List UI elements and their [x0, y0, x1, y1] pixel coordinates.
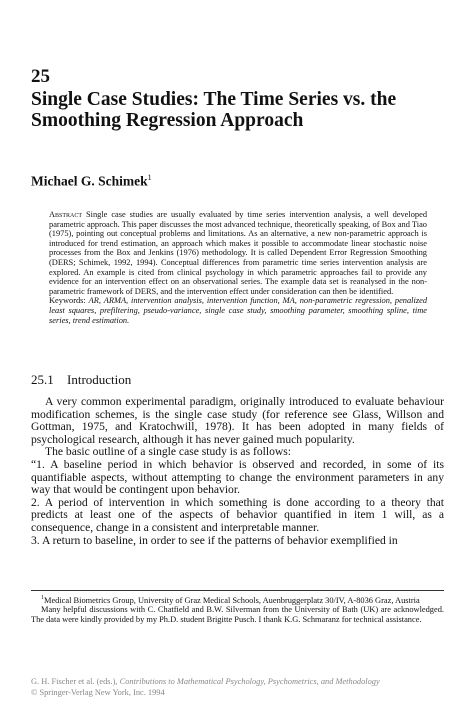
section-number: 25.1 — [31, 372, 54, 387]
paragraph-5: 3. A return to baseline, in order to see if the patterns of behavior exemplified in — [31, 533, 398, 547]
keywords-text: AR, ARMA, intervention analysis, intervention function, MA, non-parametric regression, penalized least squares, prefiltering, pseudo-variance, single case study, smoothing parameter, smoothing spline, time series, trend estimation. — [49, 296, 428, 325]
section-title: Introduction — [67, 372, 132, 387]
abstract — [49, 210, 427, 325]
paragraph-1: A very common experimental paradigm, originally introduced to evaluate behaviour modification schemes, is the single case study (for reference see Glass, Willson and Gottman, 1975, and Kratochwill, 1978). It has been adopted in many fields of psychological research, although it has never gained much popularity. — [31, 395, 444, 446]
credit-book-title: Contributions to Mathematical Psychology, Psychometrics, and Methodology — [119, 677, 380, 686]
paragraph-2: The basic outline of a single case study is as follows: — [45, 445, 291, 459]
credit-copyright: © Springer-Verlag New York, Inc. 1994 — [31, 688, 165, 697]
author-footnote-mark: 1 — [147, 173, 152, 182]
footnotes — [31, 590, 444, 625]
body-text — [31, 396, 444, 547]
abstract-text: Single case studies are usually evaluated by time series intervention analysis, a well developed parametric approach. This paper discusses the most advanced technique, theoretically speaking, of Box and Tiao (1975), pointing out conceptual problems and limitations. As an alternative, a new non-parametric approach is introduced for trend estimation, an approach which makes it possible to accommodate linear stochastic noise processes from the Box and Jenkins (1976) methodology. It is called Dependent Error Regression Smoothing (DERS; Schimek, 1992, 1994). Conceptual differences from parametric time series intervention analysis are explored. An example is cited from clinical psychology in which parametric approaches fail to provide any evidence for an intervention effect on an observational series. The example data set is reanalysed in the non-parametric framework of DERS, and the intervention effect under consideration can then be identified. — [49, 210, 428, 296]
credit-editors: G. H. Fischer et al. (eds.), — [31, 677, 120, 686]
footnote-affiliation — [31, 594, 444, 605]
section-heading — [31, 372, 131, 388]
footnote-affiliation-text: Medical Biometrics Group, University of Graz Medical Schools, Auenbruggerplatz 30/IV, A-8036 Graz, Austria — [44, 595, 420, 605]
footnote-mark: 1 — [41, 595, 44, 601]
keywords-label: Keywords: — [49, 296, 86, 306]
paragraph-3: “1. A baseline period in which behavior is observed and recorded, in some of its quantifiable aspects, without attempting to change the environment parameters in any way that would be contingent upon behavior. — [31, 457, 444, 497]
chapter-number: 25 — [31, 66, 50, 87]
author-line — [31, 173, 152, 190]
paragraph-4: 2. A period of intervention in which something is done according to a theory that predicts at least one of the aspects of behavior quantified in item 1 will, as a consequence, change in a consistent and interpretable manner. — [31, 495, 444, 534]
footnote-acknowledgement: Many helpful discussions with C. Chatfield and B.W. Silverman from the University of Bath (UK) are acknowledged. The data were kindly provided by my Ph.D. student Brigitte Pusch. I thank K.G. Schmaranz for technical assistance. — [31, 605, 444, 624]
publication-credit — [31, 676, 451, 698]
chapter-title: Single Case Studies: The Time Series vs. the Smoothing Regression Approach — [31, 89, 397, 131]
abstract-label: Abstract — [49, 210, 83, 219]
author-name: Michael G. Schimek — [31, 173, 148, 189]
